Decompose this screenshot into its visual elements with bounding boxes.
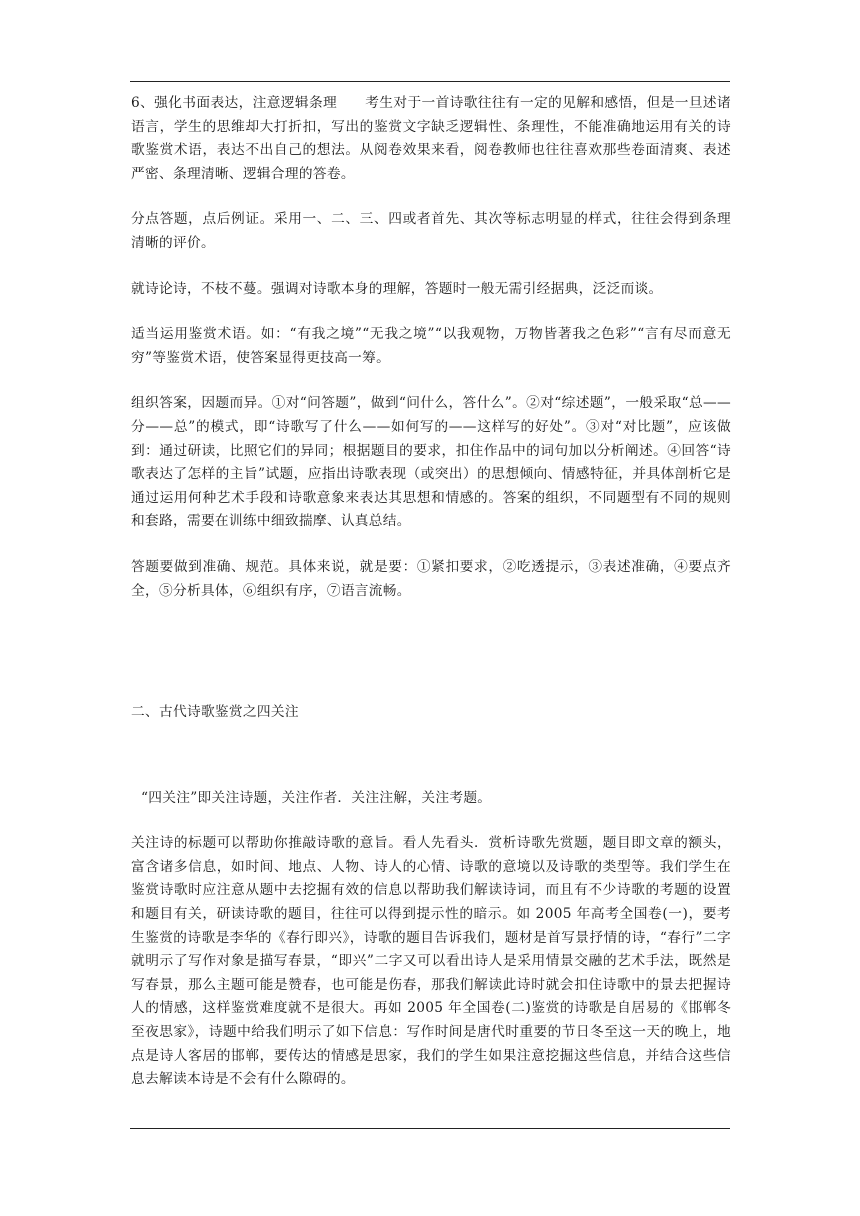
paragraph-poem-focus: 就诗论诗，不枝不蔓。强调对诗歌本身的理解，答题时一般无需引经据典，泛泛而谈。 — [131, 280, 663, 297]
footer-rule — [130, 1128, 730, 1129]
header-rule — [130, 81, 730, 82]
document-body — [131, 92, 731, 1092]
paragraph-written-expression: 6、强化书面表达，注意逻辑条理 考生对于一首诗歌往往有一定的见解和感悟，但是一旦述诸语言，学生的思维却大打折扣，写出的鉴赏文字缺乏逻辑性、条理性，不能准确地运用有关的诗歌鉴赏术语，表达不出自己的想法。从阅卷效果来看，阅卷教师也往往喜欢那些卷面清爽、表述严密、条理清晰、逻辑合理的答卷。 — [131, 95, 731, 182]
section-heading: 二、古代诗歌鉴赏之四关注 — [131, 704, 299, 721]
paragraph-point-answers: 分点答题，点后例证。采用一、二、三、四或者首先、其次等标志明显的样式，往往会得到条理清晰的评价。 — [131, 211, 731, 251]
section-intro: “四关注”即关注诗题，关注作者．关注注解，关注考题。 — [141, 789, 492, 806]
paragraph-terminology: 适当运用鉴赏术语。如：“有我之境”“无我之境”“以我观物，万物皆著我之色彩”“言有尽而意无穷”等鉴赏术语，使答案显得更技高一筹。 — [131, 326, 731, 366]
paragraph-organize-answers: 组织答案，因题而异。①对“问答题”，做到“问什么，答什么”。②对“综述题”，一般采取“总——分——总”的模式，即“诗歌写了什么——如何写的——这样写的好处”。③对“对比题”，应该做到：通过研读，比照它们的异同；根据题目的要求，扣住作品中的词句加以分析阐述。④回答“诗歌表达了怎样的主旨”试题，应指出诗歌表现（或突出）的思想倾向、情感特征，并具体剖析它是通过运用何种艺术手段和诗歌意象来表达其思想和情感的。答案的组织，不同题型有不同的规则和套路，需要在训练中细致揣摩、认真总结。 — [131, 395, 731, 530]
paragraph-accuracy: 答题要做到准确、规范。具体来说，就是要：①紧扣要求，②吃透提示，③表述准确，④要点齐全，⑤分析具体，⑥组织有序，⑦语言流畅。 — [131, 558, 731, 599]
paragraph-title-focus: 关注诗的标题可以帮助你推敲诗歌的意旨。看人先看头．赏析诗歌先赏题，题目即文章的额头，富含诸多信息，如时间、地点、人物、诗人的心情、诗歌的意境以及诗歌的类型等。我们学生在鉴赏诗歌时应注意从题中去挖掘有效的信息以帮助我们解读诗词，而且有不少诗歌的考题的设置和题目有关，研读诗歌的题目，往往可以得到提示性的暗示。如 2005 年高考全国卷(一)，要考生鉴赏的诗歌是李华的《春行即兴》，诗歌的题目告诉我们，题材是首写景抒情的诗，“春行”二字就明示了写作对象是描写春景，“即兴”二字又可以看出诗人是采用情景交融的艺术手法，既然是写春景，那么主题可能是赞春，也可能是伤春，那我们解读此诗时就会扣住诗歌中的景去把握诗人的情感，这样鉴赏难度就不是很大。再如 2005 年全国卷(二)鉴赏的诗歌是自居易的《邯郸冬至夜思家》，诗题中给我们明示了如下信息：写作时间是唐代时重要的节日冬至这一天的晚上，地点是诗人客居的邯郸，要传达的情感是思家，我们的学生如果注意挖掘这些信息，并结合这些信息去解读本诗是不会有什么隙碍的。 — [131, 835, 731, 1088]
